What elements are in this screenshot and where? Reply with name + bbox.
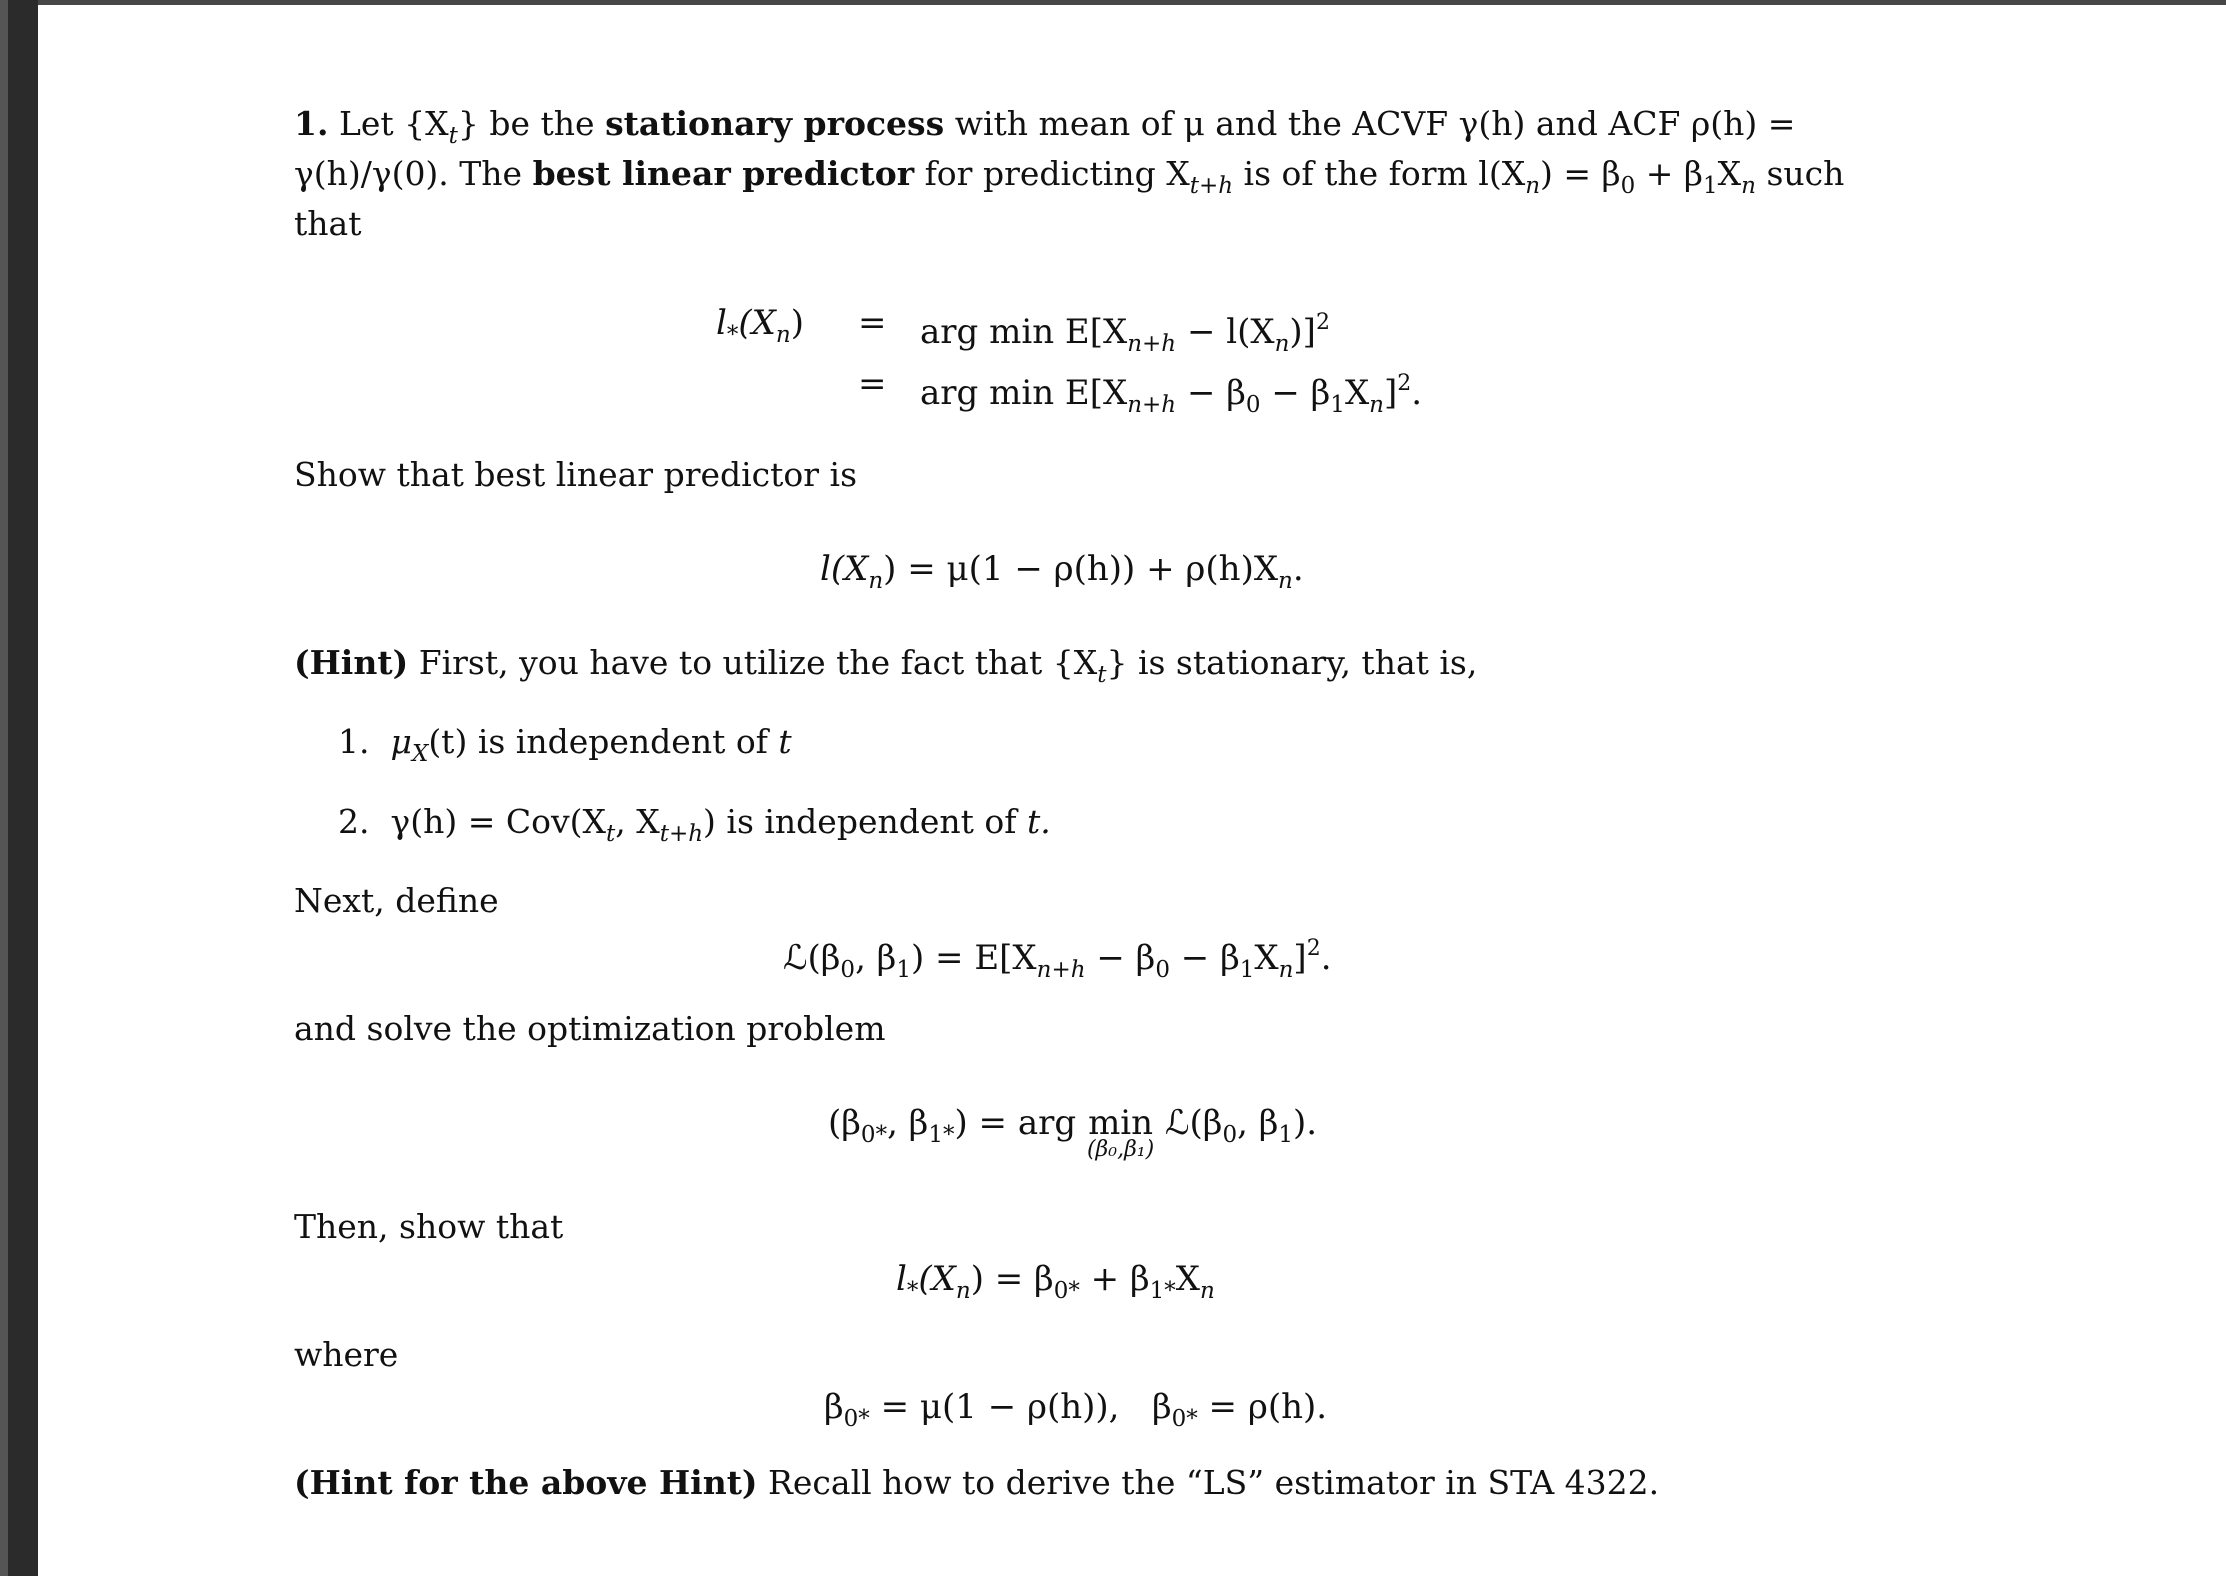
subscript: X xyxy=(411,741,429,767)
where-text: where xyxy=(294,1335,399,1374)
text: ) is independent of xyxy=(703,802,1017,841)
subscript: n xyxy=(1278,957,1294,983)
subscript: n xyxy=(1274,331,1290,357)
subscript xyxy=(861,1122,887,1148)
equals-sign-1: = xyxy=(858,303,887,343)
subscript: n xyxy=(1199,1278,1215,1304)
text: } is stationary, that is, xyxy=(1106,643,1478,682)
superscript: * xyxy=(1186,1406,1198,1432)
subscript: t+h xyxy=(1189,173,1234,199)
text: min xyxy=(1088,1103,1154,1143)
text: (t) is independent of xyxy=(428,722,768,761)
show-text: Show that best linear predictor is xyxy=(294,455,858,494)
text: t xyxy=(778,722,792,761)
text: 1. xyxy=(338,722,370,761)
subscript: 0 xyxy=(843,1406,859,1432)
subscript xyxy=(1150,1278,1176,1304)
subscript xyxy=(928,1122,954,1148)
argmin-lhs xyxy=(716,299,804,359)
superscript: 2 xyxy=(1315,310,1330,335)
problem-number: 1. xyxy=(294,104,329,143)
text: arg min E[X xyxy=(920,373,1128,413)
term-best-linear-predictor: best linear predictor xyxy=(532,154,915,193)
text: (β xyxy=(828,1103,861,1143)
text: − β xyxy=(1271,373,1331,413)
left-scroll-edge xyxy=(0,0,8,1576)
problem-line-2 xyxy=(294,149,1844,211)
text: , β xyxy=(887,1103,929,1143)
subscript: 0 xyxy=(840,957,856,983)
text: , X xyxy=(615,802,660,841)
argmin-row-2 xyxy=(920,360,1422,429)
text: )] xyxy=(1289,312,1316,352)
argmin-row-1 xyxy=(920,299,1330,368)
text: + β xyxy=(1645,154,1703,193)
text: (X xyxy=(918,1259,956,1299)
next-define-text: Next, define xyxy=(294,881,499,920)
text: ) = E[X xyxy=(910,938,1037,978)
text: = μ(1 − ρ(h)), xyxy=(880,1387,1120,1427)
condition-item-1 xyxy=(338,717,792,779)
text: − l(X xyxy=(1186,312,1275,352)
optimization-equation xyxy=(828,1099,1317,1161)
subscript: 1 xyxy=(1239,957,1255,983)
subscript: 1 xyxy=(1330,392,1345,418)
text: X xyxy=(1175,1259,1200,1299)
text: is of the form l(X xyxy=(1243,154,1526,193)
subscript: n xyxy=(1741,173,1756,199)
text: } be the xyxy=(457,104,595,143)
document-page xyxy=(38,5,2226,1576)
subscript: 0 xyxy=(1053,1278,1069,1304)
text: l xyxy=(896,1259,907,1299)
text: + β xyxy=(1090,1259,1150,1299)
beta-solution-equation xyxy=(824,1383,1327,1443)
text: l(X xyxy=(820,549,869,589)
subscript: n xyxy=(1525,173,1541,199)
subscript: n xyxy=(955,1278,971,1304)
subscript: t xyxy=(605,821,616,847)
text: = ρ(h). xyxy=(1208,1387,1328,1427)
subscript xyxy=(1054,1278,1080,1304)
text: 2. xyxy=(338,802,370,841)
text: , β xyxy=(855,938,897,978)
text: X xyxy=(1717,154,1742,193)
text: ) = arg xyxy=(954,1103,1077,1143)
text: . xyxy=(1292,549,1304,589)
superscript: * xyxy=(1068,1278,1080,1304)
subscript: 0 xyxy=(1620,173,1636,199)
text: Let {X xyxy=(338,104,449,143)
text: γ(h)/γ(0). The xyxy=(294,154,523,193)
min-operator xyxy=(1087,1099,1154,1161)
subscript: * xyxy=(726,322,739,348)
text: , β xyxy=(1237,1103,1279,1143)
then-text: Then, show that xyxy=(294,1207,564,1246)
text: (X xyxy=(738,303,776,343)
subscript: n+h xyxy=(1127,392,1177,418)
subscript: * xyxy=(906,1278,919,1304)
subscript: 1 xyxy=(928,1122,943,1148)
lstar-equation xyxy=(896,1255,1215,1315)
text: μ xyxy=(390,722,412,761)
text: ) xyxy=(790,303,804,343)
text: − β xyxy=(1096,938,1156,978)
subscript: 1 xyxy=(896,957,911,983)
predictor-equation xyxy=(820,545,1304,605)
text: X xyxy=(1344,373,1370,413)
text: − β xyxy=(1180,938,1240,978)
hint2-label: (Hint for the above Hint) xyxy=(294,1463,758,1502)
subscript: 0 xyxy=(1245,392,1261,418)
text: First, you have to utilize the fact that {X xyxy=(418,643,1098,682)
superscript: * xyxy=(858,1406,870,1432)
loss-equation xyxy=(783,925,1332,994)
superscript: * xyxy=(1164,1278,1176,1304)
text: − β xyxy=(1186,373,1246,413)
subscript: n+h xyxy=(1036,957,1086,983)
text: β xyxy=(1151,1387,1172,1427)
text: ) = μ(1 − ρ(h)) + ρ(h)X xyxy=(883,549,1279,589)
subscript: 0 xyxy=(1155,957,1170,983)
text: Recall how to derive the “LS” estimator in STA 4322. xyxy=(768,1463,1660,1502)
subscript: 1 xyxy=(1149,1278,1165,1304)
text: ) = β xyxy=(970,1259,1054,1299)
text: ℒ(β xyxy=(1165,1103,1223,1143)
text: ). xyxy=(1293,1103,1318,1143)
text: ℒ(β xyxy=(783,938,841,978)
text: ) = β xyxy=(1540,154,1621,193)
hint-line xyxy=(294,638,1477,700)
subscript: 0 xyxy=(1222,1122,1238,1148)
problem-line-3 xyxy=(294,199,361,249)
superscript: * xyxy=(875,1122,888,1148)
text: arg min E[X xyxy=(920,312,1128,352)
subscript xyxy=(1172,1406,1198,1432)
subscript: t xyxy=(448,123,458,149)
text: that xyxy=(294,204,362,243)
text: with mean of μ and the ACVF γ(h) and ACF ρ(h) = xyxy=(954,104,1796,143)
text: such xyxy=(1766,154,1845,193)
superscript: 2 xyxy=(1306,936,1321,961)
term-stationary-process: stationary process xyxy=(605,104,945,143)
subscript: 1 xyxy=(1702,173,1718,199)
subscript: n xyxy=(868,568,884,594)
equals-sign-2: = xyxy=(858,364,887,404)
text: t. xyxy=(1026,802,1051,841)
subscript: n xyxy=(775,322,791,348)
subscript: t+h xyxy=(659,821,704,847)
solve-text: and solve the optimization problem xyxy=(294,1009,886,1048)
text: ] xyxy=(1383,373,1398,413)
hint-label: (Hint) xyxy=(294,643,409,682)
subscript xyxy=(844,1406,870,1432)
text: γ(h) = Cov(X xyxy=(390,802,606,841)
superscript: 2 xyxy=(1397,371,1412,396)
text: ] xyxy=(1293,938,1307,978)
condition-item-2 xyxy=(338,797,1051,859)
text: . xyxy=(1411,373,1423,413)
subscript: n+h xyxy=(1127,331,1177,357)
text: β xyxy=(824,1387,844,1427)
window-left-border xyxy=(0,0,38,1576)
subscript: 0 xyxy=(860,1122,876,1148)
min-limit: (β₀,β₁) xyxy=(1086,1137,1155,1162)
subscript: n xyxy=(1369,392,1384,418)
hint2-line xyxy=(294,1458,1659,1508)
text: X xyxy=(1254,938,1279,978)
subscript: n xyxy=(1278,568,1293,594)
superscript: * xyxy=(942,1122,955,1148)
text: . xyxy=(1320,938,1332,978)
text: l xyxy=(716,303,727,343)
text: for predicting X xyxy=(924,154,1190,193)
subscript: 0 xyxy=(1171,1406,1187,1432)
subscript: 1 xyxy=(1278,1122,1293,1148)
subscript: t xyxy=(1097,662,1107,688)
